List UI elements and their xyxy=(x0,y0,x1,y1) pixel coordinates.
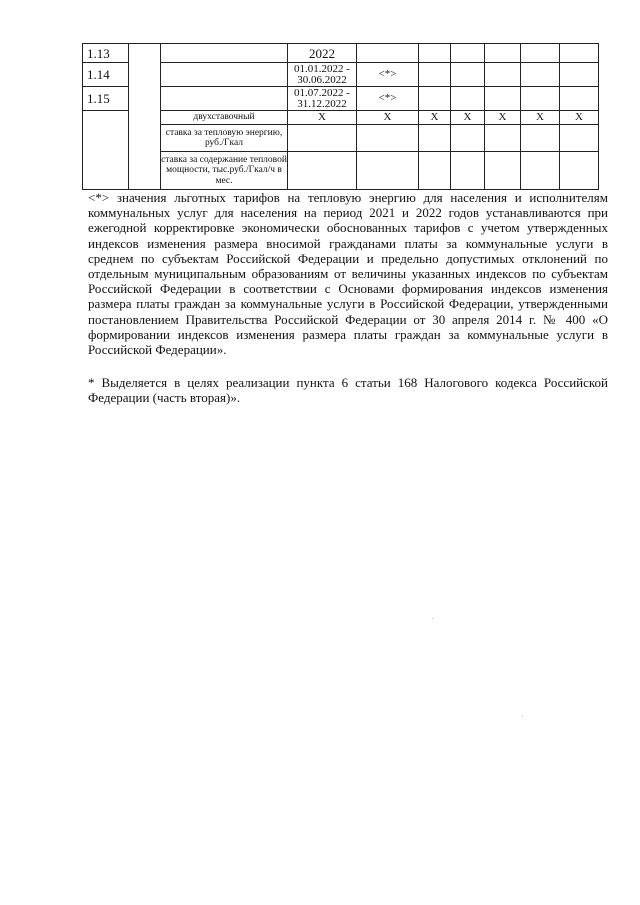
table-row xyxy=(83,125,599,152)
x-mark: X xyxy=(357,111,419,125)
empty-cell xyxy=(83,111,129,190)
x-mark: X xyxy=(419,111,451,125)
two-part-label: двухставочный xyxy=(161,111,288,125)
table-row xyxy=(83,44,599,63)
footnote-mark: <*> xyxy=(357,63,419,87)
row-number: 1.15 xyxy=(83,87,129,111)
x-mark: X xyxy=(288,111,357,125)
x-mark: X xyxy=(485,111,521,125)
table-row xyxy=(83,111,599,125)
scan-speck xyxy=(432,618,433,619)
footnote-mark: <*> xyxy=(357,87,419,111)
empty-cell xyxy=(129,44,161,190)
scan-speck xyxy=(522,716,523,717)
table-row xyxy=(83,87,599,111)
empty-cell xyxy=(161,44,288,63)
x-mark: X xyxy=(451,111,485,125)
period-cell: 01.01.2022 - 30.06.2022 xyxy=(288,63,357,87)
footnote-star-text: <*> значения льготных тарифов на тепловую энергию для населения и исполнителям коммунальных услуг для населения на период 2021 и 2022 годов устанавливаются при ежегодной корректировке экономически обоснованных тарифов с учетом утвержденных индексов изменения размера вносимой гражданами платы за коммунальные услуги в среднем по субъектам Российской Федерации и предельно допустимых отклонений по отдельным муниципальным образованиям от величины указанных индексов по субъектам Российской Федерации в соответствии с Основами формирования индексов изменения размера платы граждан за коммунальные услуги в Российской Федерации, утвержденными постановлением Правительства Российской Федерации от 30 апреля 2014 г. № 400 «О формировании индексов изменения размера платы граждан за коммунальные услуги в Российской Федерации». xyxy=(88,190,608,358)
period-cell: 2022 xyxy=(288,44,357,63)
footnote-asterisk xyxy=(88,375,608,405)
period-cell: 01.07.2022 - 31.12.2022 xyxy=(288,87,357,111)
rate-energy-label: ставка за тепловую энергию, руб./Гкал xyxy=(161,125,288,152)
row-number: 1.14 xyxy=(83,63,129,87)
x-mark: X xyxy=(560,111,599,125)
rate-capacity-label: ставка за содержание тепловой мощности, тыс.руб./Гкал/ч в мес. xyxy=(161,152,288,190)
table-row xyxy=(83,63,599,87)
row-number: 1.13 xyxy=(83,44,129,63)
footnote-star xyxy=(88,190,608,357)
tariff-table xyxy=(82,43,599,190)
footnote-asterisk-text: * Выделяется в целях реализации пункта 6 статьи 168 Налогового кодекса Российской Федерации (часть вторая)». xyxy=(88,375,608,406)
table-row xyxy=(83,152,599,190)
x-mark: X xyxy=(521,111,560,125)
